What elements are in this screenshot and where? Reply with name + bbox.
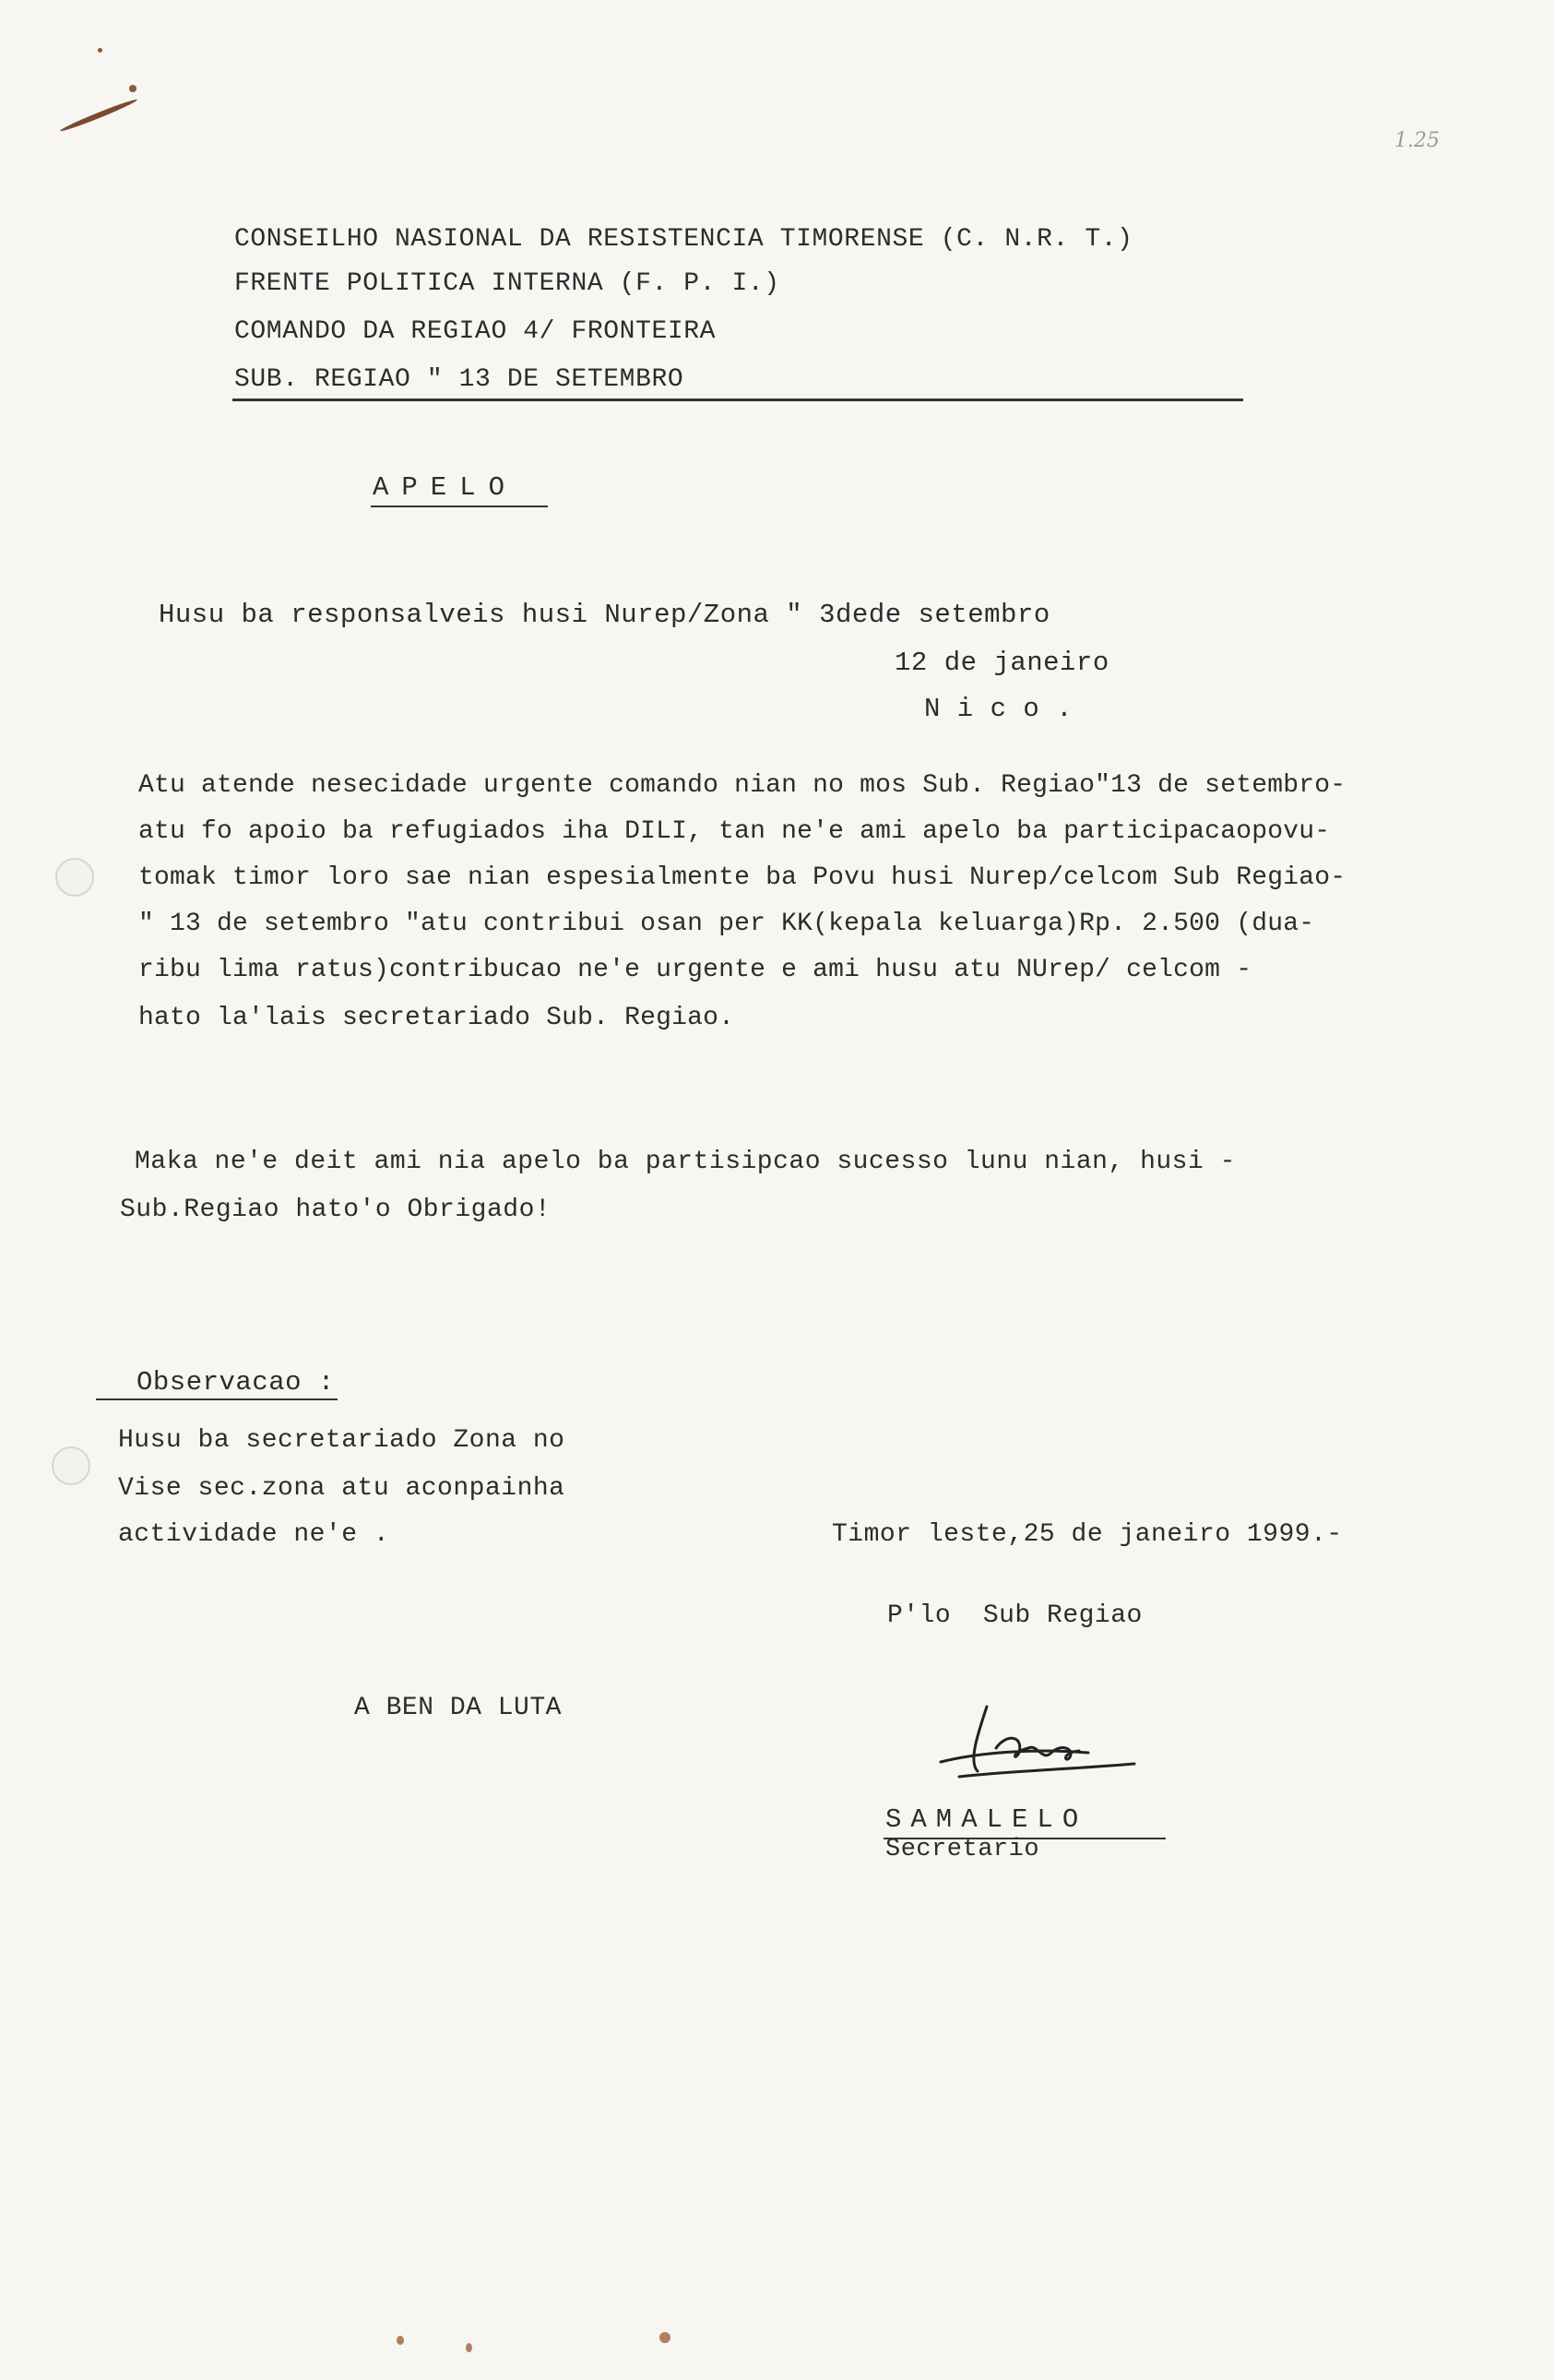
body-line: Atu atende nesecidade urgente comando nian no mos Sub. Regiao"13 de setembro-: [138, 771, 1346, 800]
recipients-line-1: Husu ba responsalveis husi Nurep/Zona " 3dede setembro: [159, 600, 1050, 630]
punch-hole: [52, 1446, 90, 1485]
ink-stain: [466, 2343, 472, 2352]
body-line: tomak timor loro sae nian espesialmente ba Povu husi Nurep/celcom Sub Regiao-: [138, 863, 1346, 892]
page-number: 1.25: [1394, 129, 1440, 152]
signatory-name: SAMALELO: [885, 1804, 1088, 1835]
observation-line: Vise sec.zona atu aconpainha: [118, 1474, 565, 1503]
header-line-3: COMANDO DA REGIAO 4/ FRONTEIRA: [234, 317, 717, 346]
date-line: Timor leste,25 de janeiro 1999.-: [832, 1520, 1343, 1549]
title-underline: [371, 506, 548, 507]
ink-stain: [397, 2336, 404, 2345]
signatory-role: Secretario: [885, 1836, 1040, 1863]
punch-hole: [55, 858, 94, 897]
closing-line: Maka ne'e deit ami nia apelo ba partisipcao sucesso lunu nian, husi -: [135, 1148, 1236, 1176]
header-line-1: CONSEILHO NASIONAL DA RESISTENCIA TIMORENSE (C. N.R. T.): [234, 225, 1133, 254]
observation-line: Husu ba secretariado Zona no: [118, 1426, 565, 1455]
header-rule: [232, 399, 1243, 401]
signature-plo: P'lo Sub Regiao: [887, 1601, 1143, 1630]
title: APELO: [373, 472, 518, 503]
handwritten-signature: [922, 1697, 1162, 1799]
observation-underline: [96, 1398, 338, 1400]
ink-stain: [59, 97, 138, 133]
body-line: " 13 de setembro "atu contribui osan per KK(kepala keluarga)Rp. 2.500 (dua-: [138, 910, 1315, 938]
recipients-line-2: 12 de janeiro: [895, 648, 1109, 678]
header-line-2: FRENTE POLITICA INTERNA (F. P. I.): [234, 269, 780, 298]
ink-stain: [659, 2332, 670, 2343]
body-line: hato la'lais secretariado Sub. Regiao.: [138, 1004, 735, 1032]
observation-label: Observacao :: [136, 1367, 335, 1398]
motto: A BEN DA LUTA: [354, 1694, 562, 1722]
observation-line: actividade ne'e .: [118, 1520, 390, 1549]
closing-line: Sub.Regiao hato'o Obrigado!: [120, 1196, 552, 1224]
ink-stain: [129, 85, 136, 92]
ink-stain: [98, 48, 102, 53]
header-line-4: SUB. REGIAO " 13 DE SETEMBRO: [234, 365, 684, 394]
body-line: ribu lima ratus)contribucao ne'e urgente e ami husu atu NUrep/ celcom -: [138, 956, 1252, 984]
body-line: atu fo apoio ba refugiados iha DILI, tan ne'e ami apelo ba participacaopovu-: [138, 817, 1331, 846]
recipients-line-3: N i c o .: [924, 694, 1074, 724]
